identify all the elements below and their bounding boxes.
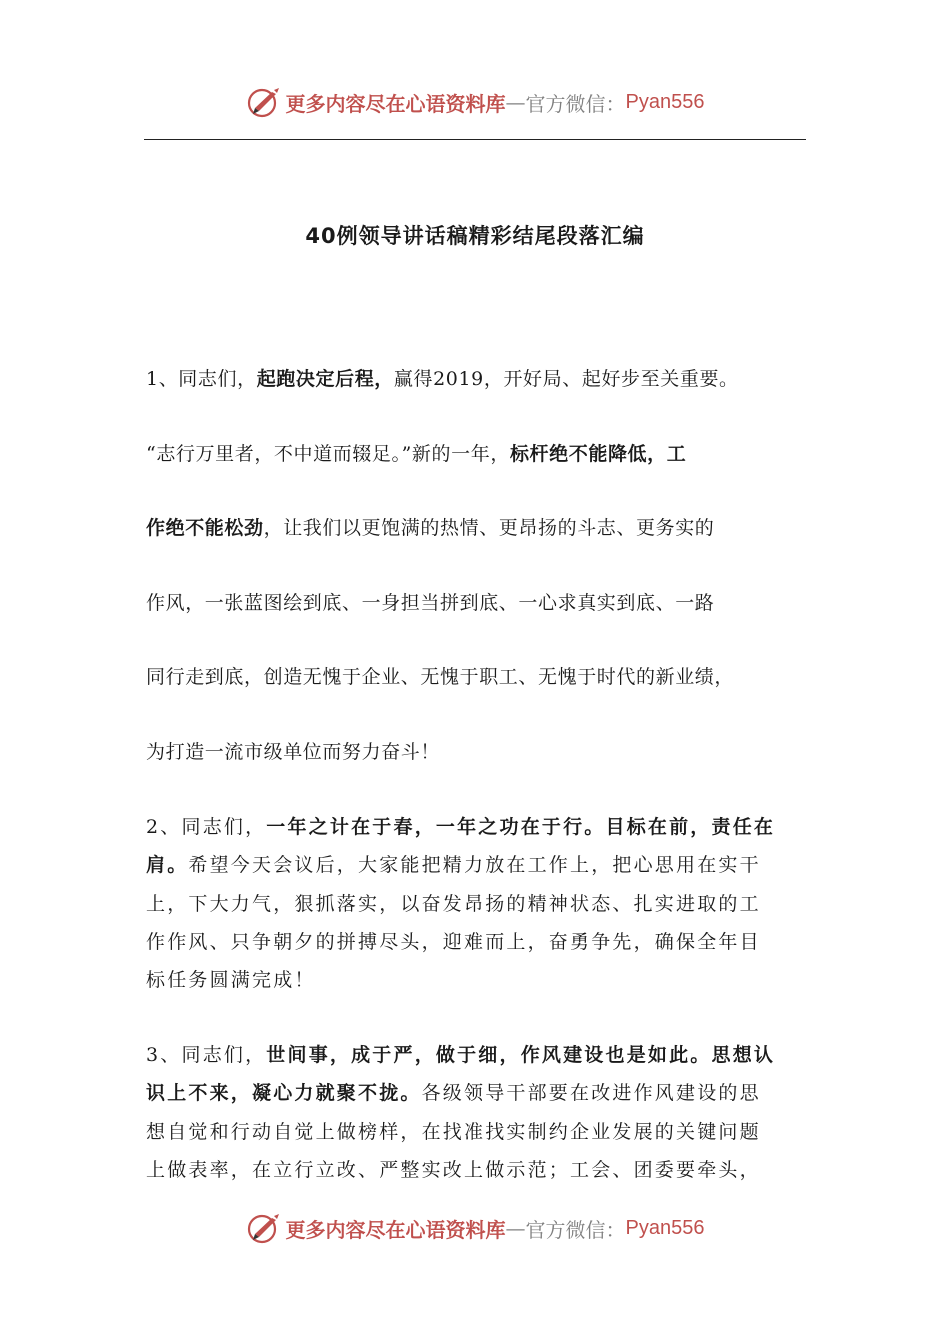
paragraph-line: 上做表率，在立行立改、严整实改上做示范；工会、团委要牵头， <box>146 1158 761 1181</box>
text-run: 1、同志们， <box>146 368 257 390</box>
paragraph-line <box>146 1036 806 1074</box>
bold-run: 肩。 <box>146 854 189 877</box>
bold-run: 一年之计在于春，一年之功在于行。目标在前，责任在 <box>266 816 776 838</box>
paragraph-line: 为打造一流市级单位而努力奋斗！ <box>146 740 441 763</box>
paragraph-line <box>146 491 806 566</box>
text-run: 各级领导干部要在改进作风建设的思 <box>421 1082 761 1105</box>
text-run: 希望今天会议后，大家能把精力放在工作上，把心思用在实干 <box>188 854 761 877</box>
banner-wechat-id: Pyan556 <box>625 1216 705 1239</box>
paragraph-1 <box>146 342 806 790</box>
bold-run: 世间事，成于严，做于细，作风建设也是如此。思想认 <box>266 1044 776 1066</box>
banner-wechat-id: Pyan556 <box>625 90 705 113</box>
text-run: “志行万里者，不中道而辍足。”新的一年， <box>146 442 510 465</box>
text-run: 2、同志们， <box>146 816 267 838</box>
header-divider <box>144 139 806 140</box>
document-title: 40例领导讲话稿精彩结尾段落汇编 <box>305 224 645 248</box>
paragraph-line: 上，下大力气，狠抓落实，以奋发昂扬的精神状态、扎实进取的工 <box>146 892 761 915</box>
paragraph-3 <box>146 1036 806 1189</box>
paragraph-line: 作风，一张蓝图绘到底、一身担当拼到底、一心求真实到底、一路 <box>146 591 715 614</box>
paragraph-line <box>146 846 806 884</box>
paragraph-line <box>146 808 806 846</box>
paragraph-line: 想自觉和行动自觉上做榜样，在找准找实制约企业发展的关键问题 <box>146 1120 761 1143</box>
paragraph-line: 同行走到底，创造无愧于企业、无愧于职工、无愧于时代的新业绩， <box>146 666 735 689</box>
banner-official-label: 官方微信： <box>525 91 626 116</box>
paragraph-2 <box>146 808 806 999</box>
header-banner <box>0 82 950 122</box>
paragraph-line: 标任务圆满完成！ <box>146 969 316 992</box>
banner-official-label: 官方微信： <box>525 1217 626 1242</box>
paragraph-line <box>146 1074 806 1112</box>
bold-run: 标杆绝不能降低，工 <box>509 442 687 465</box>
banner-slogan: 更多内容尽在心语资料库 <box>285 91 506 116</box>
paragraph-line <box>146 417 806 492</box>
footer-banner <box>0 1208 950 1248</box>
text-run: ，让我们以更饱满的热情、更昂扬的斗志、更务实的 <box>263 517 715 540</box>
banner-slogan: 更多内容尽在心语资料库 <box>285 1217 506 1242</box>
paragraph-line: 作作风、只争朝夕的拼搏尽头，迎难而上，奋勇争先，确保全年目 <box>146 930 761 953</box>
pen-logo-icon <box>246 84 282 120</box>
banner-dash: — <box>505 1216 526 1240</box>
bold-run: 起跑决定后程， <box>256 368 394 390</box>
pen-logo-icon <box>246 1210 282 1246</box>
paragraph-line <box>146 342 806 417</box>
bold-run: 作绝不能松劲 <box>146 517 264 540</box>
bold-run: 识上不来，凝心力就聚不拢。 <box>146 1082 422 1105</box>
text-run: 3、同志们， <box>146 1044 267 1066</box>
banner-dash: — <box>505 90 526 114</box>
text-run: 赢得2019，开好局、起好步至关重要。 <box>393 368 739 390</box>
